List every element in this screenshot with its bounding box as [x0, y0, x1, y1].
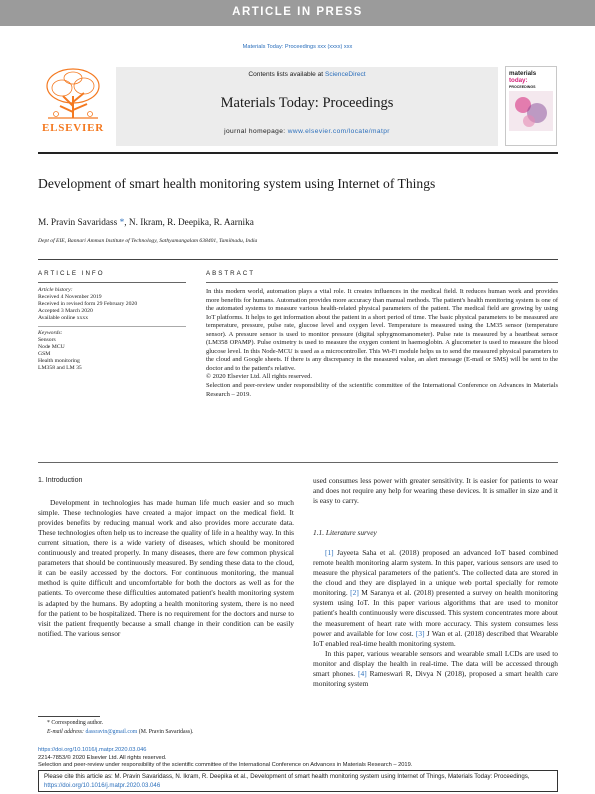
email-line	[38, 728, 294, 737]
cover-title	[509, 71, 555, 91]
footnote-rule	[38, 716, 100, 717]
author-rest[interactable]: , N. Ikram, R. Deepika, R. Aarnika	[124, 218, 254, 228]
citation-ref-3[interactable]: [3]	[415, 628, 425, 638]
subsection-heading-literature-survey: 1.1. Literature survey	[313, 528, 377, 538]
header-rule	[38, 259, 558, 260]
sciencedirect-link[interactable]: ScienceDirect	[324, 71, 366, 78]
abstract-bottom-rule	[38, 462, 558, 463]
lit-text-1: Jayeeta Saha et al. (2018) proposed an advanced IoT based combined remote health monitoring alarm system. In this paper, various sensors are used to measure the physical parameters of the patient's. The collected data are stored in the cloud and they are displayed in a unique web portal specially for remote monitoring.	[313, 548, 558, 598]
elsevier-wordmark: ELSEVIER	[41, 122, 105, 134]
intro-paragraph: Development in technologies has made human life much easier and so much simple. These technologies have created a major impact on the medical field. It provides benefits by reducing manual work and also provides more accurate data. These technologies often help us to increase the quality of life in a healthy way. In this current situation, there is a wide variety of diseases, which should be monitored continuously and treated properly. In many diseases, there are few common physical parameters that should be continuously measured. By sending these data to the cloud, it can be easily accessed by the doctors. For continuous monitoring, the manual method is quite difficult and uncomfortable for both the doctors as well as for the patients. To overcome these difficulties automated patient's health monitoring system is adapted by the humans. By adopting a health monitoring system, there is no need for the patient to be hospitalized. There is no requirement for the doctors and nurse to visit the patient frequently because a small change in their condition can be easily notified. The various sensor	[38, 498, 294, 638]
abstract-copyright: © 2020 Elsevier Ltd. All rights reserved.	[206, 373, 313, 381]
abstract-text: In this modern world, automation plays a vital role. It creates influences in the medical field. It reduces human work and provides more benefits for humans. Automation provides more accuracy than manual methods. The patient's health monitoring system is one of the automated systems to measure various health-related physical parameters of the patient. The medical field are growing by using IoT platforms. It helps to get information about the patient in a short period of time. The basic physical parameters to be measured are temperature, pressure, pulse rate, glucose level and oxygen level. Temperature is measured using the LM35 sensor (temperature sensor). A pressure sensor is used to monitor pressure (digital sphygmomanometer). Pulse rate is measured by a heartbeat sensor (LM358 OPAMP). Pulse oximetry is used to measure the oxygen content in haemoglobin. A glucometer is used to measure the blood glucose level. In this Node-MCU is used as a microcontroller. This Wi-Fi module helps us to send the measured physical parameters to the cloud and Google sheets. If there is any discrepancy in the measured value, an alert message (E-mail or SMS) will be sent to the doctor and to the patient's relative.	[206, 288, 558, 372]
keyword: Health monitoring	[38, 357, 80, 364]
cover-title-a: materials	[509, 70, 537, 77]
keyword: LM358 and LM 35	[38, 364, 82, 371]
contents-prefix: Contents lists available at	[248, 71, 325, 78]
history-item: Received 4 November 2019	[38, 294, 102, 300]
citation-doi-link[interactable]: https://doi.org/10.1016/j.matpr.2020.03.046	[44, 781, 161, 789]
cover-title-c: PROCEEDINGS	[509, 85, 536, 89]
lit-text-4: In this paper, various wearable sensors and wearable small LCDs are used to monitor and display the health in real-time. The data will be accessed through smart phones.	[313, 648, 558, 678]
article-info-rule	[38, 282, 186, 283]
journal-title: Materials Today: Proceedings	[220, 95, 394, 111]
email-label: E-mail address:	[47, 729, 86, 735]
abstract-heading: ABSTRACT	[206, 270, 256, 277]
journal-cover-thumbnail	[505, 66, 557, 146]
masthead-rule	[38, 152, 558, 154]
article-title: Development of smart health monitoring system using Internet of Things	[38, 176, 436, 191]
article-in-press-label: ARTICLE IN PRESS	[232, 6, 363, 18]
selection-line: Selection and peer-review under responsibility of the scientific committee of the International Conference on Advances in Materials Research – 2019.	[38, 762, 413, 769]
left-column	[38, 476, 294, 639]
author-first[interactable]: M. Pravin Savaridass	[38, 218, 120, 228]
footnote	[38, 719, 294, 737]
history-item: Accepted 3 March 2020	[38, 308, 93, 314]
lit-text-5: Rameswari R, Divya N (2018), proposed a smart health care monitoring system	[313, 668, 558, 688]
citation-box	[38, 770, 558, 792]
contents-line	[116, 71, 498, 78]
email-name: (M. Pravin Savaridass).	[137, 729, 194, 735]
abstract-selection: Selection and peer-review under responsibility of the scientific committee of the International Conference on Advances in Materials Research – 2019.	[206, 382, 558, 398]
elsevier-tree-logo	[38, 66, 108, 146]
corresponding-author-marker[interactable]: *	[119, 218, 125, 228]
homepage-link[interactable]: www.elsevier.com/locate/matpr	[287, 128, 390, 135]
history-label: Article history:	[38, 287, 73, 293]
citation-text: Please cite this article as: M. Pravin Savaridass, N. Ikram, R. Deepika et al., Development of smart health monitoring system using Internet of Things, Materials Today: Proceedings,	[44, 773, 530, 780]
homepage-line	[116, 128, 498, 135]
keyword: Node MCU	[38, 343, 65, 350]
article-info-heading: ARTICLE INFO	[38, 270, 105, 277]
history-item: Received in revised form 29 February 2020	[38, 301, 138, 307]
keywords-label: Keywords:	[38, 329, 63, 336]
affiliation: Dept of EIE, Bannari Amman Institute of Technology, Sathyamangalam 638401, Tamilnadu, India	[38, 238, 258, 244]
citation-ref-1[interactable]: [1]	[325, 548, 334, 558]
keyword: GSM	[38, 350, 51, 357]
email-link[interactable]: dassravin@gmail.com	[85, 729, 138, 735]
abstract-rule	[206, 282, 558, 283]
cover-illustration	[509, 91, 553, 131]
cover-title-b: today:	[509, 76, 528, 84]
info-divider	[38, 326, 186, 327]
history-item: Available online xxxx	[38, 315, 89, 321]
lit-text-3: J Wan et al. (2018) described that Wearable IoT enabled real-time health monitoring system.	[313, 628, 558, 648]
corresponding-author-note: * Corresponding author.	[47, 720, 104, 726]
right-column	[313, 476, 558, 689]
intro-continued: used consumes less power with greater sensitivity. It is easier for patients to wear and does not require any help for wearing these devices. It is smaller in size and it is easy to carry.	[313, 476, 558, 506]
literature-paragraph-1	[313, 548, 558, 648]
citation-ref-2[interactable]: [2]	[350, 588, 359, 598]
journal-reference[interactable]: Materials Today: Proceedings xxx (xxxx) xxx	[242, 44, 353, 50]
abstract-body	[206, 288, 558, 399]
issn-line: 2214-7853/© 2020 Elsevier Ltd. All rights reserved.	[38, 754, 167, 761]
lit-text-2: M Saranya et al. (2018) presented a survey on health monitoring system using IoT. In this paper various algorithms that are used to monitor patient's health continuously were discussed. This system concentrates more about the measurement of heart rate with more accuracy. This system consumes less power and available for low cost.	[313, 588, 558, 638]
author-list	[38, 218, 558, 228]
literature-paragraph-2	[313, 649, 558, 689]
doi-link[interactable]: https://doi.org/10.1016/j.matpr.2020.03.046	[38, 747, 147, 753]
homepage-prefix: journal homepage:	[224, 128, 288, 135]
article-in-press-banner	[0, 0, 595, 26]
section-heading-introduction: 1. Introduction	[38, 477, 83, 484]
keyword: Sensors	[38, 336, 56, 343]
article-info-column	[38, 287, 186, 372]
doi-block	[38, 747, 558, 770]
citation-ref-4[interactable]: [4]	[358, 668, 367, 678]
